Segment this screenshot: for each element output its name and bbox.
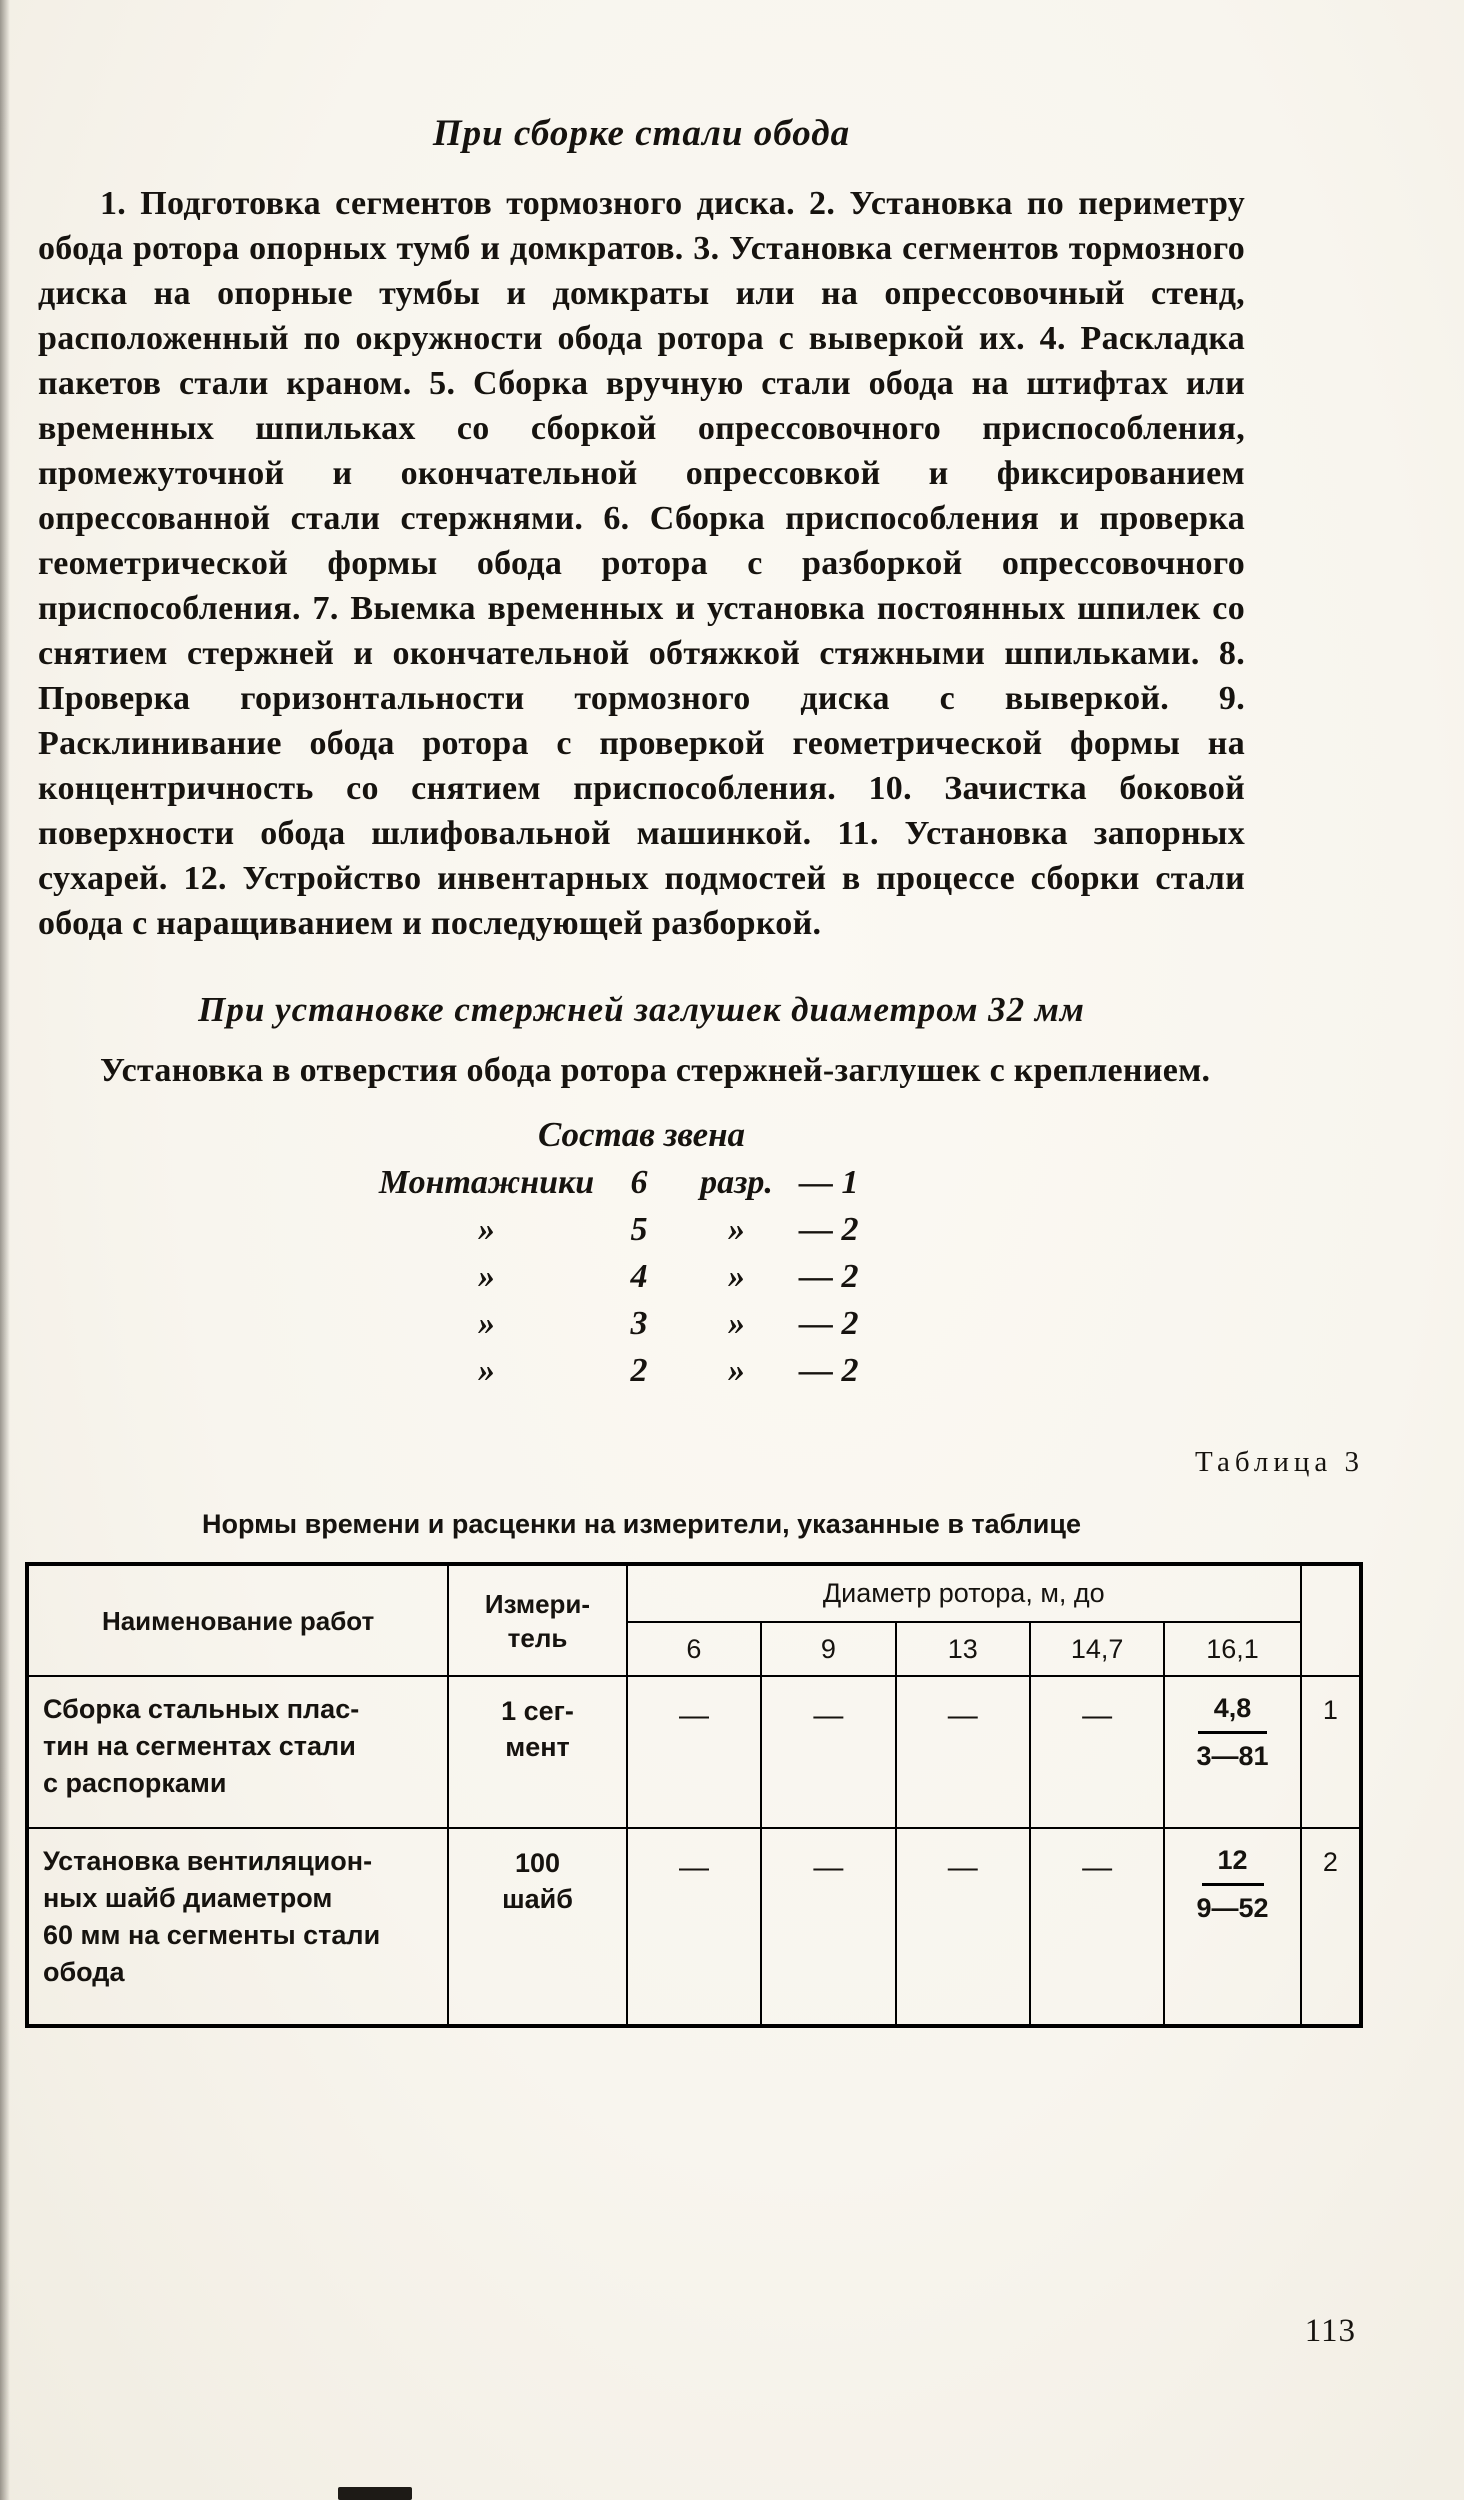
value-cell: — (896, 1676, 1030, 1828)
norms-table (25, 1562, 1363, 2028)
crew-unit: » (728, 1211, 745, 1248)
unit-line: 1 сег- (501, 1696, 574, 1726)
header-diameter-group: Диаметр ротора, м, до (627, 1564, 1301, 1622)
work-name-line: с распорками (43, 1768, 227, 1798)
table-caption: Нормы времени и расценки на измерители, указанные в таблице (201, 1509, 1082, 1539)
unit-cell (448, 1676, 627, 1828)
crew-grade: 2 (630, 1352, 648, 1389)
crew-composition-block (38, 1159, 1245, 1394)
crew-title: Состав звена (537, 1115, 746, 1154)
value-cell: — (1030, 1828, 1164, 2026)
section-title-plugs: При установке стержней заглушек диаметром 32 мм (198, 990, 1085, 1029)
crew-row (369, 1347, 914, 1394)
unit-line: мент (505, 1732, 570, 1762)
crew-role: » (478, 1211, 495, 1248)
header-diameter-value: 13 (896, 1622, 1030, 1676)
work-name-line: обода (43, 1957, 125, 1987)
table-row (27, 1676, 1361, 1828)
crew-row (369, 1300, 914, 1347)
work-name-line: Сборка стальных плас- (43, 1694, 360, 1724)
norm-price-cell (1164, 1676, 1300, 1828)
crew-grade: 4 (630, 1258, 648, 1295)
price-value: 9—52 (1196, 1893, 1269, 1923)
work-name-line: Установка вентиляцион- (43, 1846, 373, 1876)
scan-bottom-artifact (338, 2487, 412, 2500)
crew-composition-list (369, 1159, 914, 1394)
crew-count: — 1 (799, 1164, 859, 1201)
row-number-cell: 2 (1301, 1828, 1361, 2026)
plugs-paragraph: Установка в отверстия обода ротора стержней-заглушек с креплением. (100, 1052, 1211, 1089)
section-title-assembly: При сборке стали обода (432, 113, 851, 154)
assembly-paragraph: 1. Подготовка сегментов тормозного диска. 2. Установка по периметру обода ротора опорных тумб и домкратов. 3. Установка сегментов тормозного диска на опорные тумбы и домкраты или на опрессовочный стенд, расположенный по окружности обода ротора с выверкой их. 4. Раскладка пакетов стали краном. 5. Сборка вручную стали обода на штифтах или временных шпильках со сборкой опрессовочного приспособления, промежуточной и окончательной опрессовкой и фиксированием опрессованной стали стержнями. 6. Сборка приспособления и проверка геометрической формы обода ротора с разборкой опрессовочного приспособления. 7. Выемка временных и установка постоянных шпилек со снятием стержней и окончательной обтяжкой стяжными шпильками. 8. Проверка горизонтальности тормозного диска с выверкой. 9. Расклинивание обода ротора с проверкой геометрической формы на концентричность со снятием приспособления. 10. Зачистка боковой поверхности обода шлифовальной машинкой. 11. Установка запорных сухарей. 12. Устройство инвентарных подмостей в процессе сборки стали обода с наращиванием и последующей разборкой. (38, 185, 1245, 942)
header-work-name: Наименование работ (27, 1564, 448, 1676)
work-name-line: 60 мм на сегменты стали (43, 1920, 381, 1950)
crew-role: » (478, 1305, 495, 1342)
value-cell: — (627, 1676, 761, 1828)
table-number-label: Таблица 3 (1194, 1446, 1364, 1478)
table-header-row-1 (27, 1564, 1361, 1622)
work-name-cell (27, 1676, 448, 1828)
crew-role: Монтажники (378, 1164, 595, 1201)
work-name-line: ных шайб диаметром (43, 1883, 333, 1913)
crew-unit: разр. (700, 1164, 773, 1201)
work-name-line: тин на сегментах стали (43, 1731, 356, 1761)
crew-grade: 3 (630, 1305, 648, 1342)
value-cell: — (627, 1828, 761, 2026)
header-diameter-value: 16,1 (1164, 1622, 1300, 1676)
value-cell: — (1030, 1676, 1164, 1828)
time-norm-value: 4,8 (1198, 1693, 1268, 1734)
crew-unit: » (728, 1305, 745, 1342)
value-cell: — (761, 1828, 895, 2026)
crew-role: » (478, 1258, 495, 1295)
crew-unit: » (728, 1258, 745, 1295)
unit-line: 100 (514, 1848, 561, 1878)
price-value: 3—81 (1196, 1741, 1269, 1771)
header-diameter-value: 9 (761, 1622, 895, 1676)
crew-row (369, 1206, 914, 1253)
page-number: 113 (1304, 2313, 1356, 2349)
crew-count: — 2 (799, 1211, 859, 1248)
crew-count: — 2 (799, 1352, 859, 1389)
work-name-cell (27, 1828, 448, 2026)
unit-cell (448, 1828, 627, 2026)
header-diameter-value: 14,7 (1030, 1622, 1164, 1676)
value-cell: — (896, 1828, 1030, 2026)
crew-unit: » (728, 1352, 745, 1389)
crew-grade: 5 (630, 1211, 648, 1248)
header-unit (448, 1564, 627, 1676)
crew-grade: 6 (630, 1164, 648, 1201)
crew-count: — 2 (799, 1305, 859, 1342)
time-norm-value: 12 (1202, 1845, 1264, 1886)
header-diameter-value: 6 (627, 1622, 761, 1676)
value-cell: — (761, 1676, 895, 1828)
crew-count: — 2 (799, 1258, 859, 1295)
row-number-cell: 1 (1301, 1676, 1361, 1828)
unit-line: шайб (502, 1884, 573, 1914)
header-unit-line: Измери- (484, 1588, 591, 1619)
header-corner-cell (1301, 1564, 1361, 1676)
crew-role: » (478, 1352, 495, 1389)
table-row (27, 1828, 1361, 2026)
header-unit-line: тель (507, 1622, 568, 1653)
norm-price-cell (1164, 1828, 1300, 2026)
crew-row (369, 1253, 914, 1300)
crew-row (369, 1159, 914, 1206)
